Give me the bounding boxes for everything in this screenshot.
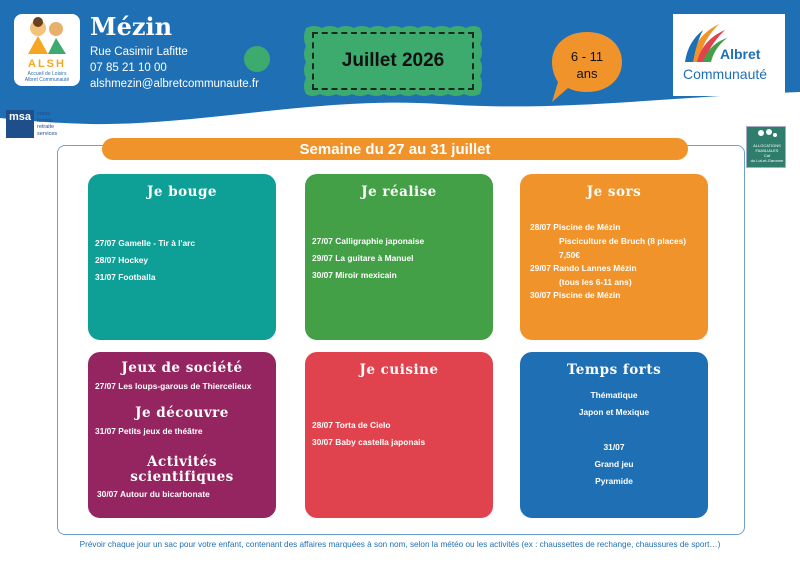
activity-line: 27/07 Calligraphie japonaise: [312, 236, 425, 246]
month-label-box: [312, 32, 474, 90]
activity-line: 30/07 Autour du bicarbonate: [97, 489, 210, 499]
decorative-dot: [244, 46, 270, 72]
activity-line: 30/07 Piscine de Mézin: [530, 290, 621, 300]
msa-logo: [6, 110, 92, 138]
activity-line: 28/07 Piscine de Mézin: [530, 222, 621, 232]
email-link[interactable]: alshmezin@albretcommunaute.fr: [90, 78, 259, 90]
card-title: Je bouge: [147, 184, 217, 200]
month-label: Juillet 2026: [341, 50, 445, 71]
activity-line: Japon et Mexique: [578, 407, 650, 417]
alsh-logo-word: ALSH: [28, 58, 66, 70]
card-title: Je sors: [586, 184, 642, 200]
family-icon: [747, 127, 787, 143]
activity-line: 28/07 Hockey: [95, 255, 149, 265]
card-je-bouge: [88, 174, 276, 340]
activity-line: 27/07 Gamelle - Tir à l'arc: [95, 238, 196, 248]
activity-line: 7,50€: [559, 250, 580, 260]
card-subtitle: scientifiques: [130, 469, 234, 485]
activity-line: 28/07 Torta de Cielo: [312, 420, 391, 430]
age-unit: ans: [576, 66, 598, 81]
activity-line: 30/07 Baby castella japonais: [312, 437, 426, 447]
caf-logo-text: ALLOCATIONS FAMILIALES Caf du Lot-et-Garonne: [750, 143, 784, 163]
card-je-cuisine: [305, 352, 493, 518]
card-je-sors: [520, 174, 708, 340]
card-temps-forts: [520, 352, 708, 518]
month-stamp: [300, 22, 486, 100]
week-banner-label: Semaine du 27 au 31 juillet: [299, 140, 491, 158]
card-title: Jeux de société: [121, 360, 243, 376]
children-icon: [14, 14, 80, 60]
activity-line: Pisciculture de Bruch (8 places): [559, 236, 687, 246]
alsh-logo: [14, 14, 80, 86]
age-bubble: [546, 28, 628, 106]
card-subtitle: Je découvre: [135, 405, 229, 421]
activity-line: 30/07 Miroir mexicain: [312, 270, 397, 280]
activity-line: 31/07 Footballa: [95, 272, 156, 282]
address: Rue Casimir Lafitte: [90, 46, 188, 58]
activity-line: 31/07 Petits jeux de théâtre: [95, 426, 203, 436]
card-jeux-de-societe: [88, 352, 276, 518]
activity-line: Grand jeu: [594, 459, 634, 469]
phone: 07 85 21 10 00: [90, 62, 167, 74]
card-title: Je cuisine: [359, 362, 439, 378]
caf-logo: [746, 126, 786, 168]
albret-logo: [673, 14, 785, 96]
msa-logo-text: santé famille retraite services: [37, 111, 58, 137]
center-title: Mézin: [90, 12, 173, 41]
activity-line: Pyramide: [595, 476, 633, 486]
activity-line: (tous les 6-11 ans): [559, 277, 632, 287]
age-range: 6 - 11: [570, 49, 604, 64]
card-subtitle: Activités: [147, 454, 217, 470]
card-title: Temps forts: [566, 362, 662, 378]
albret-logo-line1: Albret: [720, 46, 761, 62]
activity-line: 31/07: [603, 442, 625, 452]
activity-line: 29/07 La guitare à Manuel: [312, 253, 414, 263]
activity-line: Thématique: [590, 390, 638, 400]
activity-line: 29/07 Rando Lannes Mézin: [530, 263, 637, 273]
card-title: Je réalise: [361, 184, 437, 200]
msa-logo-box: msa: [6, 110, 34, 138]
footer-note: Prévoir chaque jour un sac pour votre enfant, contenant des affaires marquées à son nom, selon la météo ou les activités (ex : chaussettes de rechange, chaussures de sport…): [79, 540, 721, 549]
activity-line: 27/07 Les loups-garous de Thiercelieux: [95, 381, 252, 391]
alsh-logo-subtitle: Accueil de Loisirs Albret Communauté: [24, 71, 70, 83]
albret-logo-line2: Communauté: [683, 66, 768, 82]
card-je-realise: [305, 174, 493, 340]
week-banner: [102, 138, 688, 160]
